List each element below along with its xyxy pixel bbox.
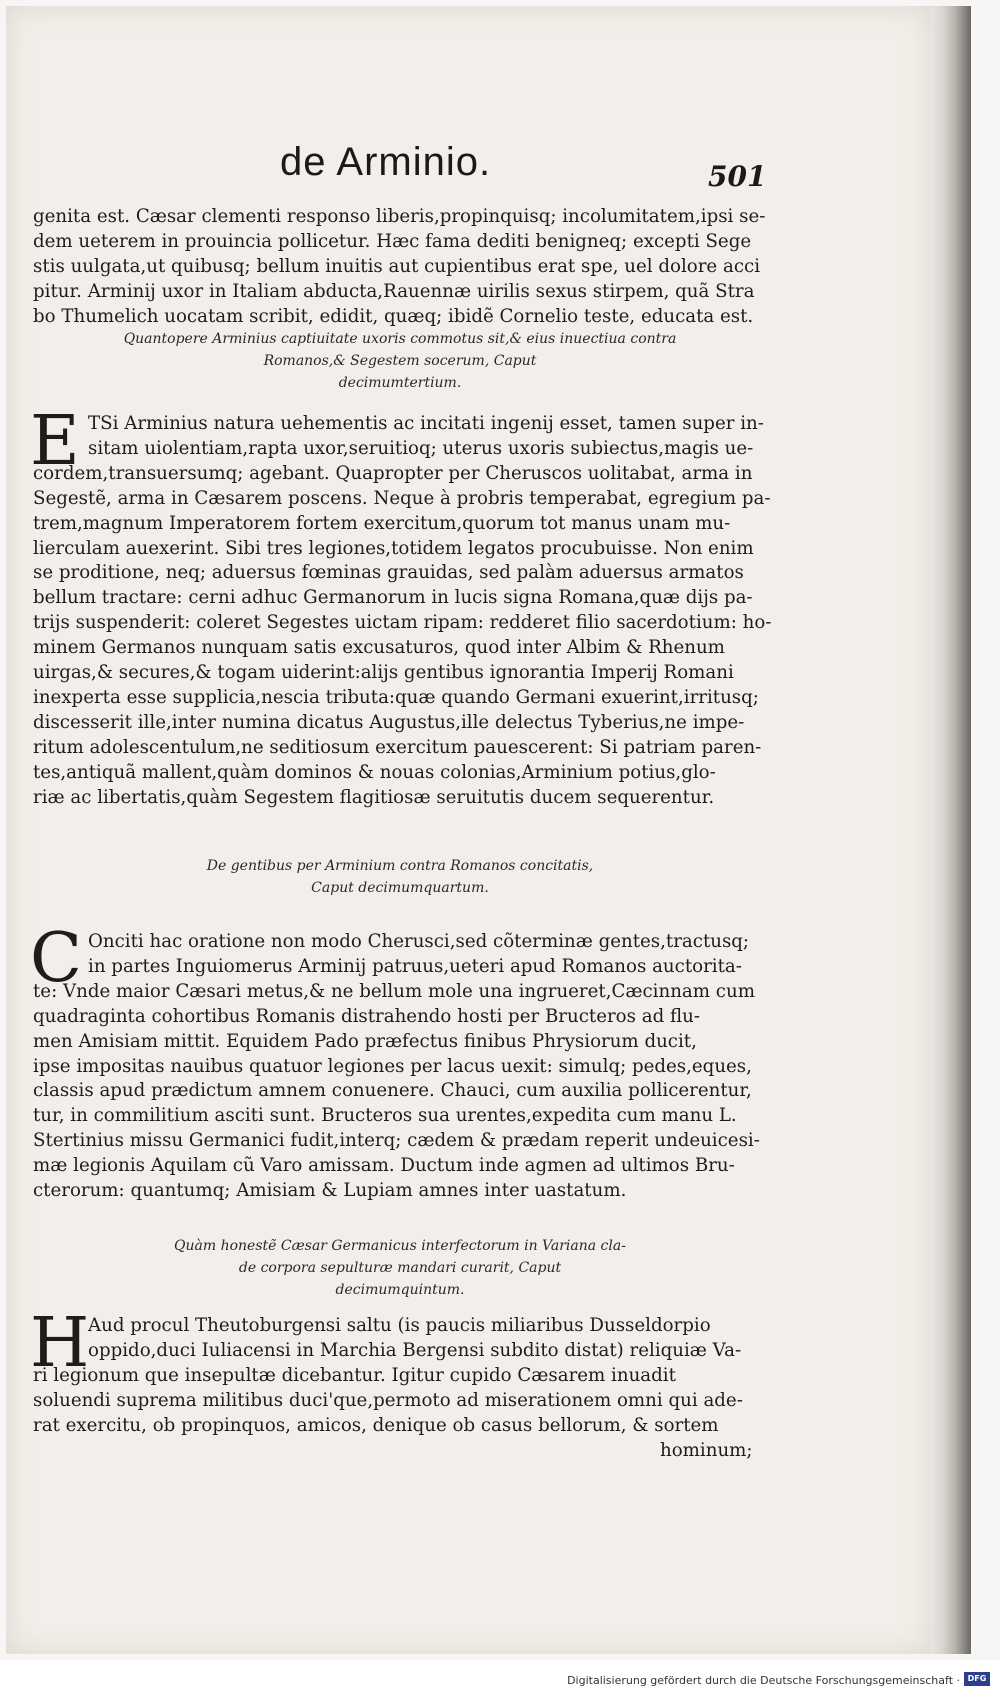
text-line: trijs suspenderit: coleret Segestes uictam ripam: redderet filio sacerdotium: ho-	[33, 612, 772, 634]
text-line: classis apud prædictum amnem conuenere. Chauci, cum auxilia pollicerentur,	[33, 1080, 752, 1102]
text-line: Segestẽ, arma in Cæsarem poscens. Neque à probris temperabat, egregium pa-	[33, 487, 771, 509]
heading-line: decimumquintum.	[335, 1282, 465, 1298]
text-line: Stertinius missu Germanici fudit,interq; cædem & prædam reperit undeuicesi-	[33, 1130, 760, 1152]
heading-line: de corpora sepulturæ mandari curarit, Caput	[238, 1260, 562, 1276]
text-line: mæ legionis Aquilam cũ Varo amissam. Ductum inde agmen ad ultimos Bru-	[33, 1155, 735, 1177]
text-line: discesserit ille,inter numina dicatus Augustus,ille delectus Tyberius,ne impe-	[33, 711, 745, 733]
dfg-logo: DFG	[964, 1672, 990, 1686]
paragraph-4	[33, 1314, 775, 1439]
footer-credit: Digitalisierung gefördert durch die Deutsche Forschungsgemeinschaft ·	[567, 1674, 960, 1687]
text-line: pitur. Arminij uxor in Italiam abducta,Rauennæ uirilis sexus stirpem, quã Stra	[33, 280, 755, 302]
page-number: 501	[708, 160, 767, 193]
text-line: in partes Inguiomerus Arminij patruus,ueteri apud Romanos auctorita-	[88, 955, 742, 977]
text-line: ri legionum que insepultæ dicebantur. Igitur cupido Cæsarem inuadit	[33, 1364, 676, 1386]
heading-line: De gentibus per Arminium contra Romanos concitatis,	[206, 858, 594, 874]
text-line: genita est. Cæsar clementi responso liberis,propinquisq; incolumitatem,ipsi se-	[33, 206, 766, 227]
text-line: uirgas,& secures,& togam uiderint:alijs gentibus ignorantia Imperij Romani	[33, 662, 734, 684]
text-line: ritum adolescentulum,ne seditiosum exercitum pauescerent: Si patriam paren-	[33, 736, 762, 758]
text-line: Aud procul Theutoburgensi saltu (is paucis miliaribus Dusseldorpio	[88, 1315, 711, 1336]
text-line: sitam uiolentiam,rapta uxor,seruitioq; uterus uxoris subiectus,magis ue-	[88, 437, 754, 459]
text-line: men Amisiam mittit. Equidem Pado præfectus finibus Phrysiorum ducit,	[33, 1030, 697, 1052]
text-line: TSi Arminius natura uehementis ac incitati ingenij esset, tamen super in-	[88, 413, 764, 434]
text-line: tes,antiquã mallent,quàm dominos & nouas colonias,Arminium potius,glo-	[33, 761, 716, 783]
drop-cap: E	[30, 402, 80, 481]
catchword: hominum;	[660, 1440, 753, 1461]
text-line: tur, in commilitium asciti sunt. Bructeros sua urentes,expedita cum manu L.	[33, 1105, 737, 1127]
chapter-heading-13	[100, 328, 700, 394]
text-line: inexperta esse supplicia,nescia tributa:quæ quando Germani exuerint,irritusq;	[33, 686, 759, 708]
text-line: se proditione, neq; aduersus fœminas grauidas, sed palàm aduersus armatos	[33, 562, 744, 584]
text-line: dem ueterem in prouincia pollicetur. Hæc fama dediti benigneq; excepti Sege	[33, 230, 752, 252]
chapter-heading-15	[100, 1235, 700, 1301]
page-edge	[931, 6, 971, 1654]
text-line: bo Thumelich uocatam scribit, edidit, quæq; ibidẽ Cornelio teste, educata est.	[33, 305, 754, 327]
chapter-heading-14	[100, 855, 700, 899]
text-line: lierculam auexerint. Sibi tres legiones,totidem legatos procubuisse. Non enim	[33, 537, 754, 559]
text-line: cterorum: quantumq; Amisiam & Lupiam amnes inter uastatum.	[33, 1180, 627, 1202]
text-line: trem,magnum Imperatorem fortem exercitum,quorum tot manus unam mu-	[33, 512, 731, 534]
text-line: ipse impositas nauibus quatuor legiones per lacus uexit: simulq; pedes,eques,	[33, 1055, 752, 1077]
text-line: cordem,transuersumq; agebant. Quapropter per Cheruscos uolitabat, arma in	[33, 462, 753, 484]
text-line: oppido,duci Iuliacensi in Marchia Bergensi subdito distat) reliquiæ Va-	[88, 1339, 742, 1361]
paragraph-1	[33, 205, 775, 330]
text-line: Onciti hac oratione non modo Cherusci,sed cõterminæ gentes,tractusq;	[88, 931, 750, 952]
heading-line: Quàm honestẽ Cæsar Germanicus interfectorum in Variana cla-	[174, 1238, 626, 1254]
running-head: de Arminio.	[280, 140, 492, 184]
text-line: riæ ac libertatis,quàm Segestem flagitiosæ seruitutis ducem sequerentur.	[33, 786, 715, 808]
text-line: bellum tractare: cerni adhuc Germanorum in lucis signa Romana,quæ dijs pa-	[33, 587, 753, 609]
heading-line: decimumtertium.	[338, 375, 462, 391]
paragraph-3	[33, 930, 775, 1204]
text-line: minem Germanos nunquam satis excusaturos, quod inter Albim & Rhenum	[33, 637, 725, 659]
heading-line: Quantopere Arminius captiuitate uxoris commotus sit,& eius inuectiua contra	[123, 331, 677, 347]
heading-line: Caput decimumquartum.	[311, 880, 489, 896]
text-line: quadraginta cohortibus Romanis distrahendo hosti per Bructeros ad flu-	[33, 1005, 700, 1027]
text-line: soluendi suprema militibus duci'que,permoto ad miserationem omni qui ade-	[33, 1389, 743, 1411]
heading-line: Romanos,& Segestem socerum, Caput	[263, 353, 537, 369]
text-line: rat exercitu, ob propinquos, amicos, denique ob casus bellorum, & sortem	[33, 1414, 719, 1436]
text-line: stis uulgata,ut quibusq; bellum inuitis aut cupientibus erat spe, uel dolore acci	[33, 255, 761, 277]
drop-cap: C	[30, 919, 83, 998]
paragraph-2	[33, 412, 775, 811]
drop-cap: H	[30, 1304, 90, 1383]
text-line: te: Vnde maior Cæsari metus,& ne bellum mole una ingrueret,Cæcinnam cum	[33, 980, 755, 1002]
